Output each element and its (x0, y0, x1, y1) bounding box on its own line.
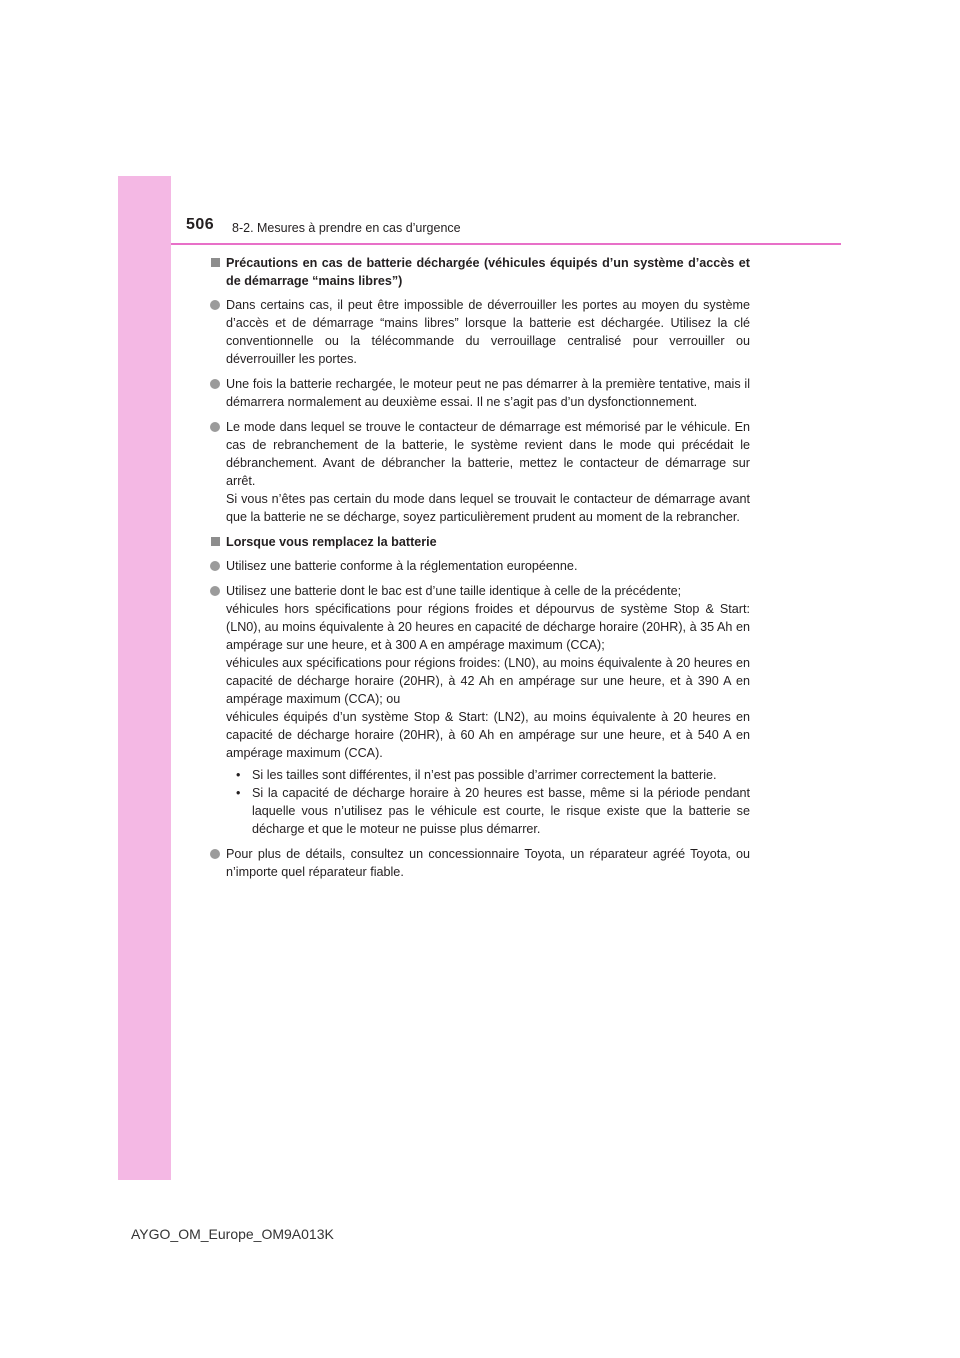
circle-bullet-icon (210, 849, 220, 859)
bullet-item (210, 296, 750, 368)
page-number: 506 (186, 216, 215, 233)
section (210, 254, 750, 526)
bullet-paragraph: Si vous n’êtes pas certain du mode dans lequel se trouvait le contacteur de démarrage avant que la batterie ne se décharge, soyez particulièrement prudent au moment de la rebrancher. (226, 492, 750, 524)
bullet-paragraph: véhicules hors spécifications pour régions froides et dépourvus de système Stop & Start: (LN0), au moins équivalente à 20 heures en capacité de décharge horaire (20HR), à 35 Ah en ampérage sur une heure, et à 300 A en ampérage maximum (CCA); (226, 602, 750, 652)
bullet-paragraph: Une fois la batterie rechargée, le moteur peut ne pas démarrer à la première tentative, mais il démarrera normalement au deuxième essai. Il ne s’agit pas d’un dysfonctionnement. (226, 377, 750, 409)
bullet-paragraph: Utilisez une batterie conforme à la réglementation européenne. (226, 559, 578, 573)
section-title (210, 533, 750, 551)
chapter-title: 8-2. Mesures à prendre en cas d’urgence (232, 221, 461, 235)
circle-bullet-icon (210, 422, 220, 432)
sub-list-text: Si les tailles sont différentes, il n’est pas possible d’arrimer correctement la batterie. (252, 768, 717, 782)
header-rule (171, 243, 841, 245)
sub-list-item (236, 784, 750, 838)
bullet-paragraph: Le mode dans lequel se trouve le contacteur de démarrage est mémorisé par le véhicule. En cas de rebranchement de la batterie, le système revient dans le mode qui précédait le débranchement. Avant de débrancher la batterie, mettez le contacteur de démarrage sur arrêt. (226, 420, 750, 488)
section-title-text: Lorsque vous remplacez la batterie (226, 535, 437, 549)
section (210, 533, 750, 881)
sub-list-text: Si la capacité de décharge horaire à 20 heures est basse, même si la période pendant laquelle vous n’utilisez pas le véhicule est courte, le risque existe que la batterie se décharge et que le moteur ne puisse plus démarrer. (252, 786, 750, 836)
circle-bullet-icon (210, 586, 220, 596)
sub-list-item (236, 766, 750, 784)
sub-list (226, 766, 750, 838)
bullet-item (210, 557, 750, 575)
circle-bullet-icon (210, 561, 220, 571)
bullet-item (210, 375, 750, 411)
main-content (210, 254, 750, 888)
section-title (210, 254, 750, 290)
bullet-paragraph: véhicules aux spécifications pour régions froides: (LN0), au moins équivalente à 20 heures en capacité de décharge horaire (20HR), à 42 Ah en ampérage sur une heure, et à 390 A en ampérage maximum (CCA); ou (226, 656, 750, 706)
square-bullet-icon (211, 258, 220, 267)
bullet-item (210, 582, 750, 838)
bullet-paragraph: Pour plus de détails, consultez un concessionnaire Toyota, un réparateur agréé Toyota, ou n’importe quel réparateur fiable. (226, 847, 750, 879)
sub-bullet-mark: • (236, 786, 241, 800)
bullet-item (210, 845, 750, 881)
bullet-paragraph: véhicules équipés d’un système Stop & Start: (LN2), au moins équivalente à 20 heures en capacité de décharge horaire (20HR), à 60 Ah en ampérage sur une heure, et à 540 A en ampérage maximum (CCA). (226, 710, 750, 760)
sub-bullet-mark: • (236, 768, 241, 782)
side-tab-band (118, 176, 171, 1180)
bullet-paragraph: Dans certains cas, il peut être impossible de déverrouiller les portes au moyen du système d’accès et de démarrage “mains libres” lorsque la batterie est déchargée. Utilisez la clé conventionnelle ou la télécommande du verrouillage centralisé pour verrouiller ou déverrouiller les portes. (226, 298, 750, 366)
bullet-item (210, 418, 750, 526)
bullet-paragraph: Utilisez une batterie dont le bac est d’une taille identique à celle de la précédente; (226, 584, 682, 598)
section-title-text: Précautions en cas de batterie déchargée (véhicules équipés d’un système d’accès et de démarrage “mains libres”) (226, 256, 750, 288)
circle-bullet-icon (210, 379, 220, 389)
footer-doc-code: AYGO_OM_Europe_OM9A013K (131, 1226, 334, 1242)
circle-bullet-icon (210, 300, 220, 310)
square-bullet-icon (211, 537, 220, 546)
